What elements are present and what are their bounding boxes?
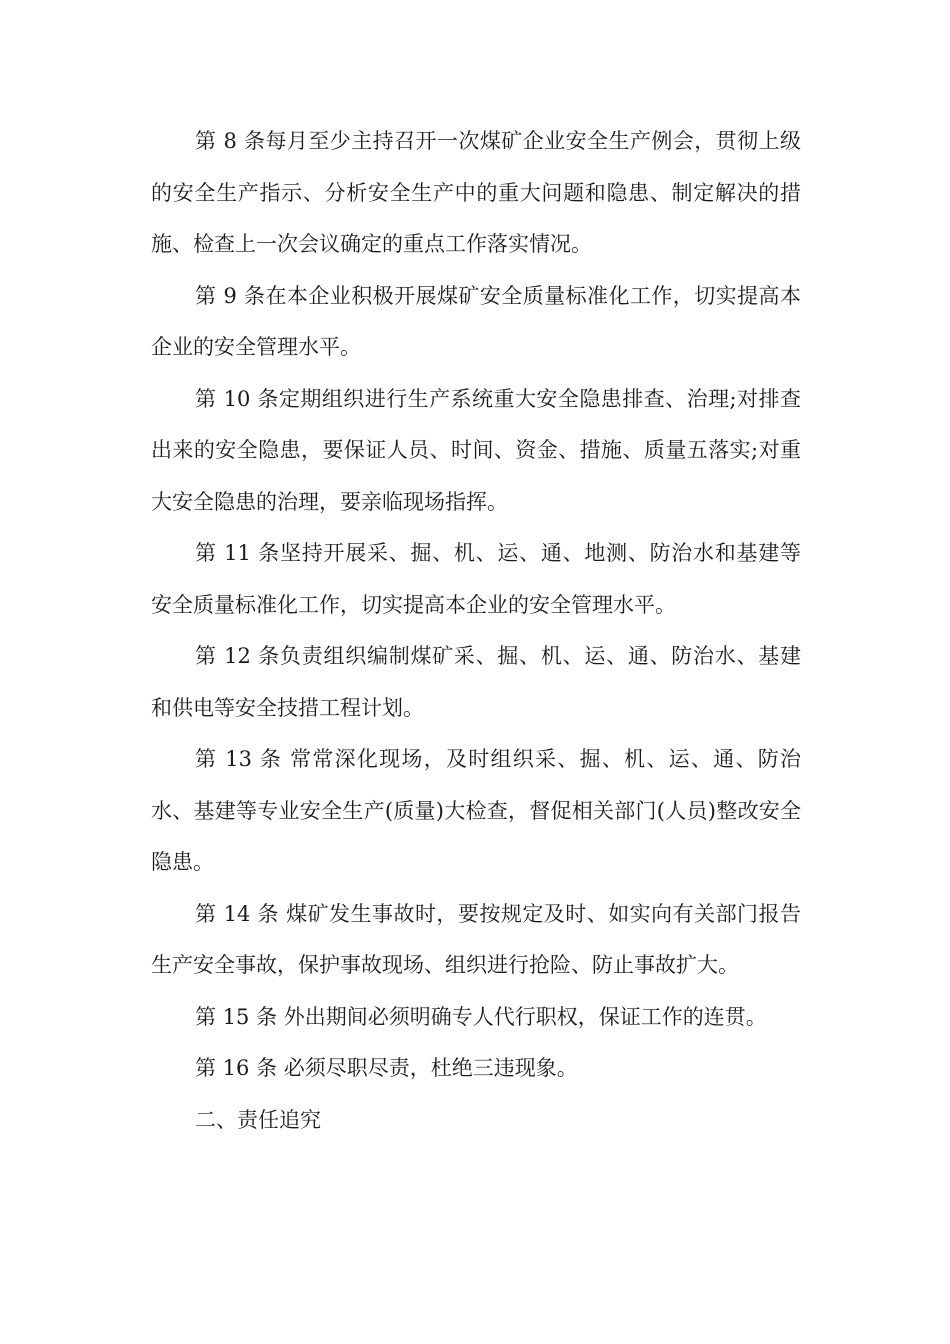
document-body <box>151 116 801 1146</box>
article-15-paragraph: 第 15 条 外出期间必须明确专人代行职权，保证工作的连贯。 <box>195 1004 767 1029</box>
article-12-paragraph: 第 12 条负责组织编制煤矿采、掘、机、运、通、防治水、基建和供电等安全技措工程计划。 <box>151 644 801 720</box>
article-11-paragraph: 第 11 条坚持开展采、掘、机、运、通、地测、防治水和基建等安全质量标准化工作，切实提高本企业的安全管理水平。 <box>151 541 801 617</box>
article-16-paragraph: 第 16 条 必须尽职尽责，杜绝三违现象。 <box>195 1056 578 1080</box>
section-heading-liability: 二、责任追究 <box>195 1107 321 1132</box>
article-9-paragraph: 第 9 条在本企业积极开展煤矿安全质量标准化工作，切实提高本企业的安全管理水平。 <box>151 283 801 359</box>
article-8-paragraph: 第 8 条每月至少主持召开一次煤矿企业安全生产例会，贯彻上级的安全生产指示、分析安全生产中的重大问题和隐患、制定解决的措施、检查上一次会议确定的重点工作落实情况。 <box>151 129 801 256</box>
article-10-paragraph: 第 10 条定期组织进行生产系统重大安全隐患排查、治理;对排查出来的安全隐患，要保证人员、时间、资金、措施、质量五落实;对重大安全隐患的治理，要亲临现场指挥。 <box>151 386 801 514</box>
article-13-paragraph: 第 13 条 常常深化现场，及时组织采、掘、机、运、通、防治水、基建等专业安全生产(质量)大检查，督促相关部门(人员)整改安全隐患。 <box>151 747 801 874</box>
article-14-paragraph: 第 14 条 煤矿发生事故时，要按规定及时、如实向有关部门报告生产安全事故，保护事故现场、组织进行抢险、防止事故扩大。 <box>151 901 801 977</box>
